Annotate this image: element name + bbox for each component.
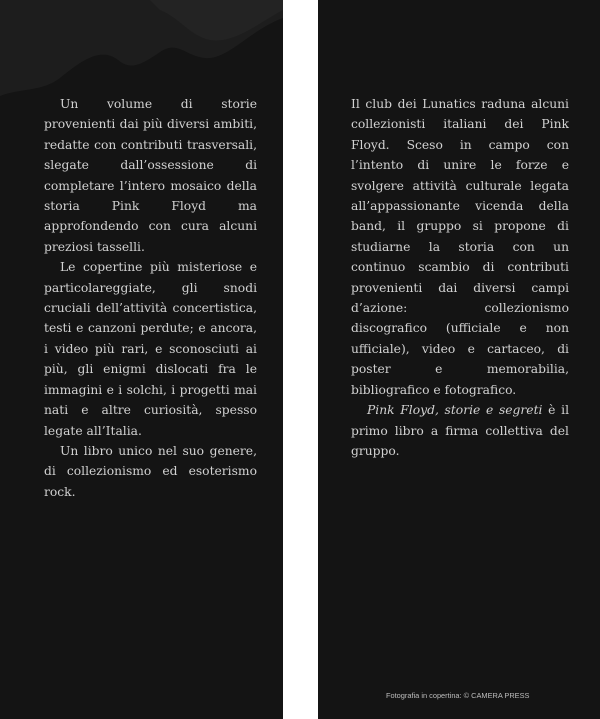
right-flap [318,0,600,719]
photo-credit: Fotografia in copertina: © CAMERA PRESS [386,691,530,700]
closing-text: è il primo libro a firma collettiva del gruppo. [351,403,569,458]
left-paragraph-2: Le copertine più misteriose e particolareggiate, gli snodi cruciali dell’attività concertistica, testi e canzoni perdute; e ancora, i video più rari, e sconosciuti ai più, gli enigmi dislocati fra le immagini e i solchi, i progetti mai nati e altre curiosità, spesso legate all’Italia. [44,260,257,438]
right-paragraph-1: Il club dei Lunatics raduna alcuni collezionisti italiani dei Pink Floyd. Sceso in campo con l’intento di unire le forze e svolgere attività culturale legata all’appassionante vicenda della band, il gruppo si propone di studiarne la storia con un continuo scambio di contributi provenienti dai diversi campi d’azione: collezionismo discografico (ufficiale e non ufficiale), video e cartaceo, di poster e memorabilia, bibliografico e fotografico. [351,97,569,397]
left-flap-text [44,94,257,502]
left-paragraph-1: Un volume di storie provenienti dai più diversi ambiti, redatte con contributi trasversali, slegate dall’ossessione di completare l’intero mosaico della storia Pink Floyd ma approfondendo con cura alcuni preziosi tasselli. [44,97,257,254]
left-paragraph-3: Un libro unico nel suo genere, di collezionismo ed esoterismo rock. [44,443,257,499]
flap-separator [283,0,318,719]
right-flap-text [351,94,569,461]
right-paragraph-2 [351,400,569,461]
book-title: Pink Floyd, storie e segreti [367,403,543,418]
left-flap [0,0,283,719]
